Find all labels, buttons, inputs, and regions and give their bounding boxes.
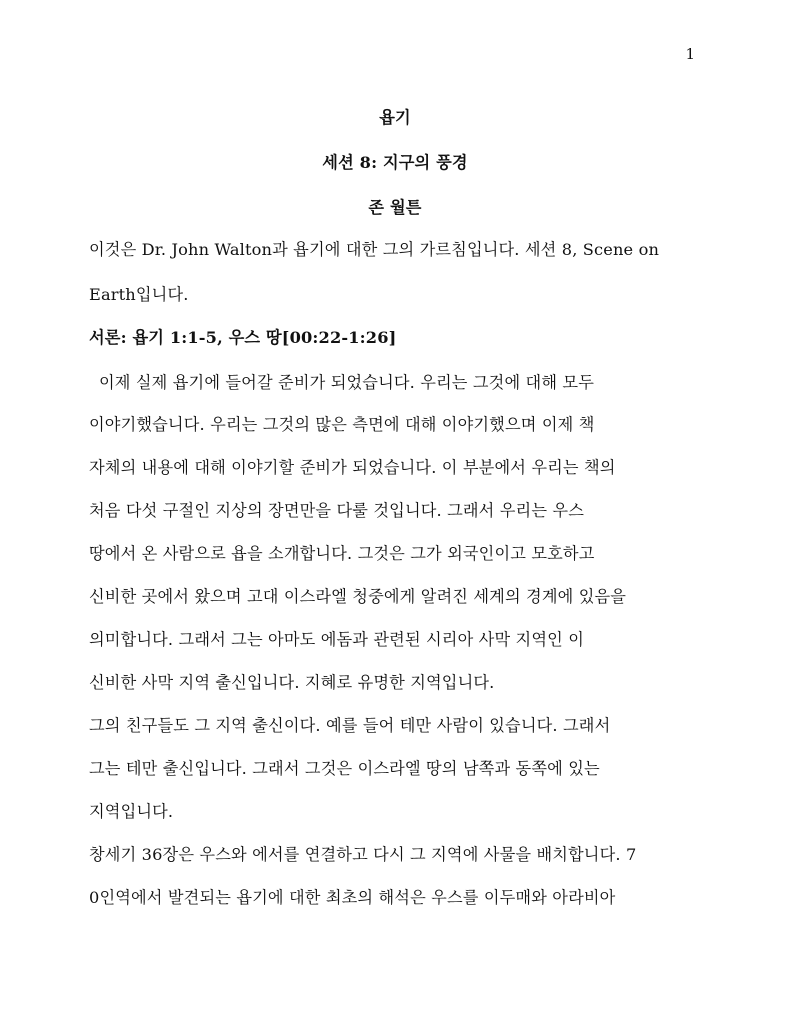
session-subtitle: 세션 8: 지구의 풍경 — [322, 153, 468, 172]
paragraph-line: 이야기했습니다. 우리는 그것의 많은 측면에 대해 이야기했으며 이제 책 — [89, 415, 595, 434]
paragraph-line: 땅에서 온 사람으로 욥을 소개합니다. 그것은 그가 외국인이고 모호하고 — [89, 544, 595, 563]
intro-line: Earth입니다. — [89, 285, 189, 304]
page-number: 1 — [685, 45, 695, 63]
intro-line: 이것은 Dr. John Walton과 욥기에 대한 그의 가르침입니다. 세션 8, Scene on — [89, 240, 660, 259]
paragraph-line: 지역입니다. — [89, 802, 174, 821]
paragraph-line: 의미합니다. 그래서 그는 아마도 에돔과 관련된 시리아 사막 지역인 이 — [89, 630, 584, 649]
paragraph-line: 자체의 내용에 대해 이야기할 준비가 되었습니다. 이 부분에서 우리는 책의 — [89, 458, 616, 477]
section-heading: 서론: 욥기 1:1-5, 우스 땅[00:22-1:26] — [89, 328, 397, 347]
author-name: 존 월튼 — [368, 198, 422, 217]
paragraph-line: 0인역에서 발견되는 욥기에 대한 최초의 해석은 우스를 이두매와 아라비아 — [89, 888, 616, 907]
paragraph-line: 창세기 36장은 우스와 에서를 연결하고 다시 그 지역에 사물을 배치합니다. 7 — [89, 845, 637, 864]
paragraph-line: 신비한 곳에서 왔으며 고대 이스라엘 청중에게 알려진 세계의 경계에 있음을 — [89, 587, 627, 606]
paragraph-line: 그의 친구들도 그 지역 출신이다. 예를 들어 테만 사람이 있습니다. 그래서 — [89, 716, 611, 735]
paragraph-line: 처음 다섯 구절인 지상의 장면만을 다룰 것입니다. 그래서 우리는 우스 — [89, 501, 584, 520]
document-title: 욥기 — [379, 108, 411, 127]
paragraph-line: 그는 테만 출신입니다. 그래서 그것은 이스라엘 땅의 남쪽과 동쪽에 있는 — [89, 759, 600, 778]
paragraph-line: 신비한 사막 지역 출신입니다. 지혜로 유명한 지역입니다. — [89, 673, 495, 692]
paragraph-line: 이제 실제 욥기에 들어갈 준비가 되었습니다. 우리는 그것에 대해 모두 — [99, 373, 594, 392]
